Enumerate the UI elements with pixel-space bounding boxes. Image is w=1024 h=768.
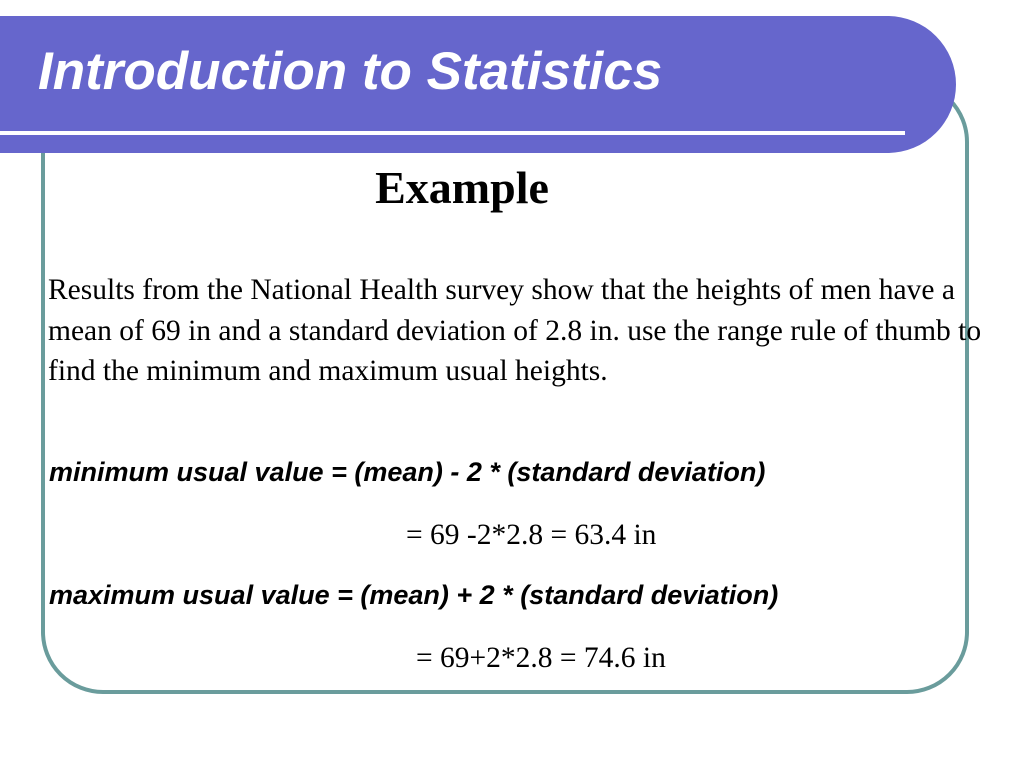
slide-title: Introduction to Statistics	[38, 42, 663, 101]
problem-statement: Results from the National Health survey show that the heights of men have a mean of 69 in and a standard deviation of 2.8 in. use the range rule of thumb to find the minimum and maximum usual heights.	[48, 274, 982, 387]
minimum-result: = 69 -2*2.8 = 63.4 in	[406, 519, 657, 551]
section-heading: Example	[375, 162, 549, 213]
maximum-result: = 69+2*2.8 = 74.6 in	[416, 642, 666, 674]
maximum-formula: maximum usual value = (mean) + 2 * (standard deviation)	[49, 580, 779, 610]
minimum-formula: minimum usual value = (mean) - 2 * (standard deviation)	[49, 457, 766, 487]
title-underline	[0, 131, 905, 135]
